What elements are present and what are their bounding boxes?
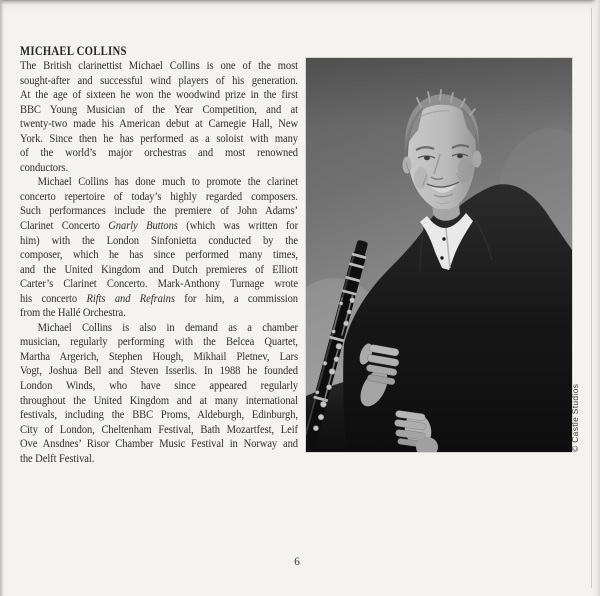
text-line: Ove Ansdnes’ Risor Chamber Music Festival in Norway and: [20, 436, 298, 451]
text-line: At the age of sixteen he won the woodwind prize in the first: [20, 87, 298, 102]
text-line: composer, which he has since performed many times,: [20, 247, 298, 262]
text-line: The British clarinettist Michael Collins is one of the most: [20, 58, 298, 72]
text-line: BBC Young Musician of the Year Competition, and at: [20, 101, 298, 116]
text-line: musician, regularly performing with the Belcea Quartet,: [20, 334, 298, 349]
scan-edge-right: [591, 0, 600, 596]
shirt-button: [442, 237, 445, 240]
eye: [424, 156, 430, 160]
text-line: York. Since then he has performed as a soloist with many: [20, 130, 298, 145]
text-line: twenty-two made his American debut at Carnegie Hall, New: [20, 116, 298, 131]
text-line: conductors.: [20, 159, 68, 174]
michael-collins-photo: [306, 58, 572, 452]
text-line: his concerto Rifts and Refrains for him, a commission: [20, 290, 298, 305]
article-heading: MICHAEL COLLINS: [20, 44, 127, 58]
shirt-button: [440, 256, 443, 259]
text-line: Carter’s Clarinet Concerto. Mark-Anthony Turnage wrote: [20, 276, 298, 291]
text-line: concerto repertoire of today’s highly regarded composers.: [20, 188, 298, 203]
scan-crease-line: [591, 8, 592, 588]
text-line: Martha Argerich, Stephen Hough, Mikhail Pletnev, Lars: [20, 348, 298, 363]
text-line: him) with the London Sinfonietta conducted by the: [20, 232, 298, 247]
text-line: festivals, including the BBC Proms, Aldeburgh, Edinburgh,: [20, 407, 298, 422]
text-line: of the world’s major orchestras and most renowned: [20, 145, 298, 160]
text-line: Michael Collins is also in demand as a chamber: [37, 319, 298, 334]
text-line: Michael Collins has done much to promote the clarinet: [37, 174, 298, 189]
text-line: sought-after and successful wind players of his generation.: [20, 72, 298, 87]
biography-article: [20, 45, 298, 465]
text-line: Such performances include the premiere of John Adams’: [20, 203, 298, 218]
text-line: and the United Kingdom and Dutch premieres of Elliott: [20, 261, 298, 276]
scan-edge-left: [0, 0, 4, 596]
text-line: from the Hallé Orchestra.: [20, 305, 126, 320]
photo-frame: [306, 58, 572, 452]
text-line: London Winds, who have since appeared regularly: [20, 378, 298, 393]
scan-edge-top: [0, 0, 600, 14]
text-line: Clarinet Concerto Gnarly Buttons (which was written for: [20, 218, 298, 233]
text-line: throughout the United Kingdom and at many international: [20, 392, 298, 407]
page-number: 6: [294, 556, 300, 568]
text-line: Vogt, Joshua Bell and Steven Isserlis. In 1988 he founded: [20, 363, 298, 378]
ear: [473, 151, 482, 168]
text-line: the Delft Festival.: [20, 450, 95, 465]
article-lines: [20, 58, 298, 465]
text-line: City of London, Cheltenham Festival, Bath Mozartfest, Leif: [20, 421, 298, 436]
eye: [457, 154, 463, 158]
photo-credit: © Castle Studios: [570, 383, 580, 452]
scan-edge-bottom: [0, 586, 600, 596]
